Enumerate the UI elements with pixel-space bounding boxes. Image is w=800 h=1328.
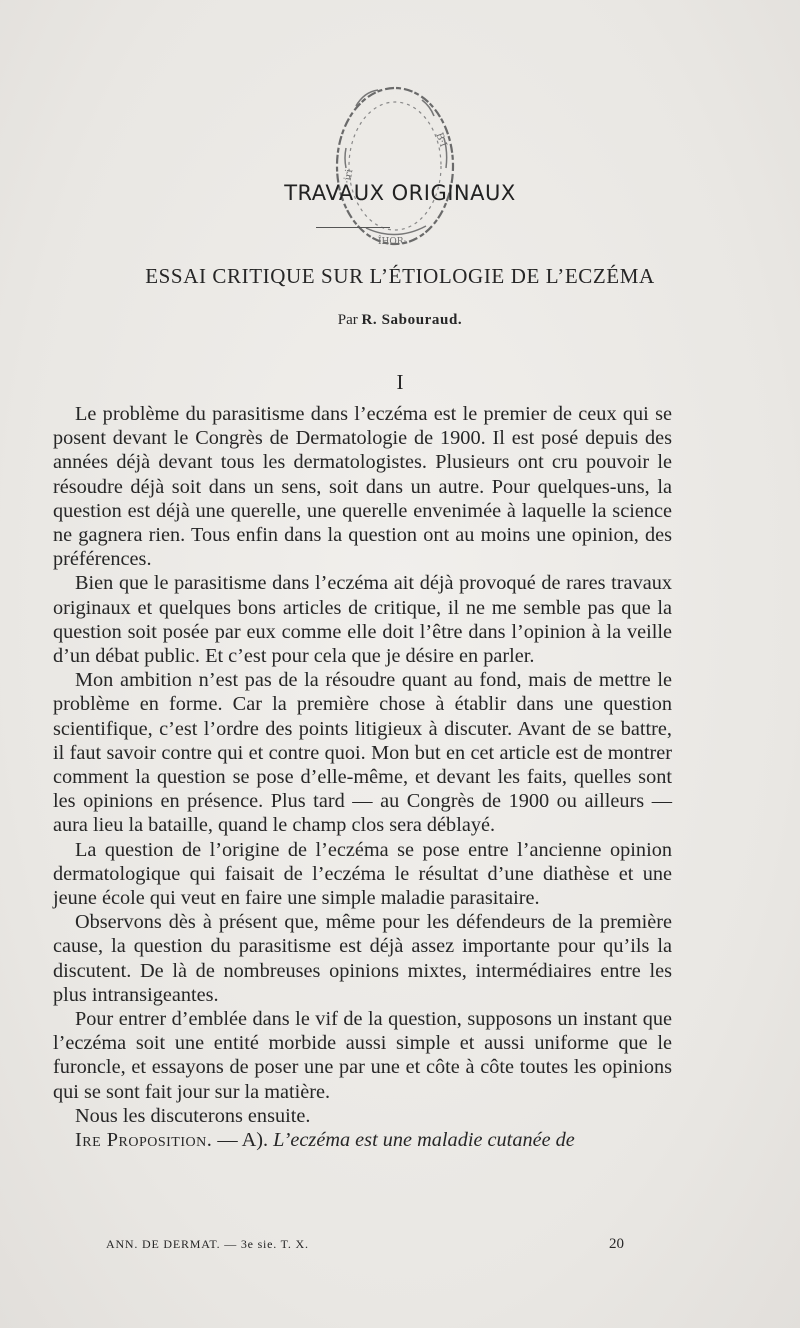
paragraph: Observons dès à présent que, même pour les défendeurs de la première cause, la question du parasitisme est déjà assez importante pour qu’ils la discutent. De là de nombreuses opinions mixtes, intermédiaires entre les plus intransigeantes. [53, 911, 672, 1006]
paragraph: Bien que le parasitisme dans l’eczéma ait déjà provoqué de rares travaux originaux et quelques bons articles de critique, il ne me semble pas que la question soit posée par eux comme elle doit l’être dans l’opinion à la veille d’un débat public. Et c’est pour cela que je désire en parler. [53, 572, 672, 668]
paragraph: Le problème du parasitisme dans l’eczéma est le premier de ceux qui se posent devant le Congrès de Dermatologie de 1900. Il est posé depuis des années déjà devant tous les dermatologistes. Plusieurs ont cru pouvoir le résoudre déjà soit dans un sens, soit dans un autre. Pour quelques-uns, la question est déjà une querelle, une querelle envenimée à laquelle la science ne gagnera rien. Tous enfin dans la question ont au moins une opinion, des préférences. [53, 403, 672, 571]
paragraph: Mon ambition n’est pas de la résoudre quant au fond, mais de mettre le problème en forme. Car la première chose à établir dans une question scientifique, c’est l’ordre des points litigieux à discuter. Avant de se battre, il faut savoir contre qui et contre quoi. Mon but en cet article est de montrer comment la question se pose d’elle-même, et devant les faits, quelles sont les opinions en présence. Plus tard — au Congrès de 1900 ou ailleurs — aura lieu la bataille, quand le champ clos sera déblayé. [53, 669, 672, 837]
author-name: R. Sabouraud. [361, 312, 463, 328]
library-stamp [326, 78, 464, 260]
byline-prefix: Par [337, 312, 358, 328]
proposition-line [53, 1128, 672, 1152]
proposition-dash: — A). [212, 1129, 274, 1152]
proposition-text: L’eczéma est une maladie cutanée de [273, 1129, 575, 1152]
section-number: I [396, 370, 404, 394]
page-footer [106, 1236, 624, 1253]
body-text [53, 402, 672, 1152]
article-title: ESSAI CRITIQUE SUR L’ÉTIOLOGIE DE L’ECZÉMA [145, 264, 655, 288]
paragraph: Nous les discuterons ensuite. [75, 1104, 311, 1127]
section-title: TRAVAUX ORIGINAUX [284, 181, 516, 205]
journal-reference: ANN. DE DERMAT. — 3e sie. T. X. [106, 1237, 309, 1251]
paragraph: Pour entrer d’emblée dans le vif de la question, supposons un instant que l’eczéma soit une entité morbide aussi simple et aussi uniforme que le furoncle, et essayons de poser une par une et côte à côte toutes les opinions qui se sont fait jour sur la matière. [53, 1008, 672, 1103]
byline [0, 312, 800, 329]
title-rule [316, 227, 390, 228]
proposition-label: Ire Proposition. [75, 1129, 213, 1152]
svg-text:B·I: B·I [433, 131, 449, 149]
svg-text:·iri: ·iri [342, 168, 356, 185]
svg-text:ÎHOR·: ÎHOR· [378, 237, 407, 247]
paragraph: La question de l’origine de l’eczéma se pose entre l’ancienne opinion dermatologique qui faisait de l’eczéma le résultat d’une diathèse et une jeune école qui veut en faire une simple maladie parasitaire. [53, 838, 672, 910]
page-number: 20 [609, 1236, 624, 1252]
